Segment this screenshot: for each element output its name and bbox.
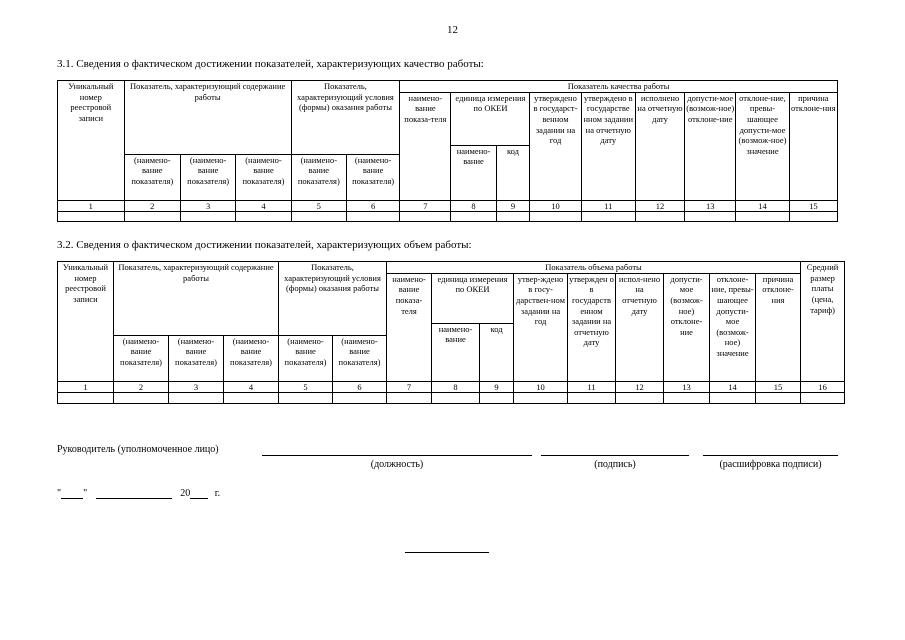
page-number: 12 [447, 24, 458, 36]
empty-cell[interactable] [736, 212, 789, 222]
date-row [57, 488, 220, 499]
signature-caption: (подпись) [594, 459, 636, 470]
column-number: 14 [710, 381, 756, 393]
subheader-content-3: (наимено-вание показателя) [224, 335, 279, 381]
table-row [58, 212, 838, 222]
column-number: 4 [224, 381, 279, 393]
column-number: 10 [514, 381, 568, 393]
column-number: 15 [789, 200, 837, 212]
empty-cell[interactable] [756, 393, 801, 404]
empty-cell[interactable] [789, 212, 837, 222]
position-caption: (должность) [370, 459, 424, 470]
column-number: 13 [664, 381, 710, 393]
empty-cell[interactable] [664, 393, 710, 404]
header-approved-date: утвержден о в государств енном задании на отчетную дату [568, 273, 616, 381]
column-number: 15 [756, 381, 801, 393]
empty-cell[interactable] [685, 212, 736, 222]
column-number: 14 [736, 200, 789, 212]
empty-cell[interactable] [480, 393, 514, 404]
empty-cell[interactable] [530, 212, 581, 222]
header-allowed-deviation: допусти-мое (возмож-ное) отклоне-ние [664, 273, 710, 381]
column-number: 3 [169, 381, 224, 393]
empty-cell[interactable] [514, 393, 568, 404]
header-indicator-name: наимено-вание показа-теля [387, 273, 432, 381]
column-number: 13 [685, 200, 736, 212]
column-number: 16 [801, 381, 845, 393]
empty-cell[interactable] [581, 212, 635, 222]
head-label: Руководитель (уполномоченное лицо) [57, 444, 219, 455]
quote-open: " [57, 488, 62, 499]
column-number: 6 [333, 381, 387, 393]
empty-cell[interactable] [451, 212, 496, 222]
header-conditions: Показатель, характеризующий условия (формы) оказания работы [279, 262, 387, 336]
header-conditions: Показатель, характеризующий условия (формы) оказания работы [291, 81, 400, 155]
empty-cell[interactable] [333, 393, 387, 404]
header-quality-group: Показатель качества работы [400, 81, 838, 93]
column-number: 12 [635, 200, 684, 212]
subheader-content-1: (наимено-вание показателя) [114, 335, 169, 381]
day-field[interactable] [61, 488, 83, 499]
empty-cell[interactable] [387, 393, 432, 404]
column-number: 2 [124, 200, 180, 212]
position-line[interactable] [262, 455, 532, 456]
column-number: 1 [58, 381, 114, 393]
subheader-conditions-1: (наимено-вание показателя) [291, 154, 346, 200]
header-content: Показатель, характеризующий содержание работы [124, 81, 291, 155]
column-number: 4 [236, 200, 291, 212]
subheader-conditions-1: (наимено-вание показателя) [279, 335, 333, 381]
column-number: 11 [581, 200, 635, 212]
empty-cell[interactable] [291, 212, 346, 222]
empty-cell[interactable] [346, 212, 399, 222]
subheader-content-1: (наимено-вание показателя) [124, 154, 180, 200]
subheader-conditions-2: (наимено-вание показателя) [346, 154, 399, 200]
column-number: 3 [180, 200, 235, 212]
empty-cell[interactable] [180, 212, 235, 222]
header-approved-year: утвер-ждено в госу-дарствен-ном задании на год [514, 273, 568, 381]
footnote-divider [405, 552, 489, 553]
column-number: 5 [291, 200, 346, 212]
section-title-quality: 3.1. Сведения о фактическом достижении показателей, характеризующих качество работы: [57, 58, 484, 70]
column-number: 5 [279, 381, 333, 393]
quote-close: " [83, 488, 88, 499]
subheader-content-2: (наимено-вание показателя) [180, 154, 235, 200]
header-unique-number: Уникальный номер реестровой записи [58, 262, 114, 382]
header-unit: единица измерения по ОКЕИ [432, 273, 514, 323]
header-unit-name: наимено-вание [451, 145, 496, 200]
column-number: 8 [451, 200, 496, 212]
year-suffix: г. [214, 488, 221, 499]
empty-cell[interactable] [279, 393, 333, 404]
column-number: 10 [530, 200, 581, 212]
header-deviation-reason: причина отклоне-ния [756, 273, 801, 381]
subheader-conditions-2: (наимено-вание показателя) [333, 335, 387, 381]
volume-table [57, 261, 845, 404]
header-allowed-deviation: допусти-мое (возмож-ное) отклоне-ние [685, 92, 736, 200]
empty-cell[interactable] [400, 212, 451, 222]
column-number: 6 [346, 200, 399, 212]
empty-cell[interactable] [236, 212, 291, 222]
column-number: 12 [616, 381, 664, 393]
header-excess-deviation: отклоне-ние, превы-шающее допусти-мое (возмож-ное) значение [736, 92, 789, 200]
header-average-payment: Средний размер платы (цена, тариф) [801, 262, 845, 382]
header-unit: единица измерения по ОКЕИ [451, 92, 530, 145]
header-deviation-reason: причина отклоне-ния [789, 92, 837, 200]
header-unit-name: наимено-вание [432, 323, 480, 381]
decode-line[interactable] [703, 455, 838, 456]
year-field[interactable] [190, 488, 208, 499]
empty-cell[interactable] [58, 212, 125, 222]
header-executed: исполнено на отчетную дату [635, 92, 684, 200]
year-prefix: 20 [180, 488, 191, 499]
header-unit-code: код [480, 323, 514, 381]
signature-line[interactable] [541, 455, 689, 456]
table-row [58, 393, 845, 404]
empty-cell[interactable] [635, 212, 684, 222]
empty-cell[interactable] [432, 393, 480, 404]
empty-cell[interactable] [801, 393, 845, 404]
empty-cell[interactable] [710, 393, 756, 404]
empty-cell[interactable] [124, 212, 180, 222]
empty-cell[interactable] [114, 393, 169, 404]
quality-table [57, 80, 838, 222]
column-number: 7 [400, 200, 451, 212]
header-volume-group: Показатель объема работы [387, 262, 801, 274]
subheader-content-3: (наимено-вание показателя) [236, 154, 291, 200]
empty-cell[interactable] [224, 393, 279, 404]
header-approved-date: утверждено в государстве нном задании на отчетную дату [581, 92, 635, 200]
column-number: 9 [496, 200, 530, 212]
header-executed: испол-нено на отчетную дату [616, 273, 664, 381]
header-approved-year: утверждено в государст-венном задании на год [530, 92, 581, 200]
column-number: 11 [568, 381, 616, 393]
header-unique-number: Уникальный номер реестровой записи [58, 81, 125, 201]
empty-cell[interactable] [568, 393, 616, 404]
header-indicator-name: наимено-вание показа-теля [400, 92, 451, 200]
column-number: 7 [387, 381, 432, 393]
empty-cell[interactable] [496, 212, 530, 222]
month-field[interactable] [96, 488, 172, 499]
column-number-row [58, 200, 838, 212]
header-excess-deviation: отклоне-ние, превы-шающее допусти-мое (возмож-ное) значение [710, 273, 756, 381]
column-number: 2 [114, 381, 169, 393]
column-number: 1 [58, 200, 125, 212]
header-content: Показатель, характеризующий содержание работы [114, 262, 279, 336]
empty-cell[interactable] [169, 393, 224, 404]
header-unit-code: код [496, 145, 530, 200]
column-number: 8 [432, 381, 480, 393]
column-number-row [58, 381, 845, 393]
empty-cell[interactable] [58, 393, 114, 404]
subheader-content-2: (наимено-вание показателя) [169, 335, 224, 381]
empty-cell[interactable] [616, 393, 664, 404]
column-number: 9 [480, 381, 514, 393]
decode-caption: (расшифровка подписи) [719, 459, 822, 470]
section-title-volume: 3.2. Сведения о фактическом достижении показателей, характеризующих объем работы: [57, 239, 472, 251]
